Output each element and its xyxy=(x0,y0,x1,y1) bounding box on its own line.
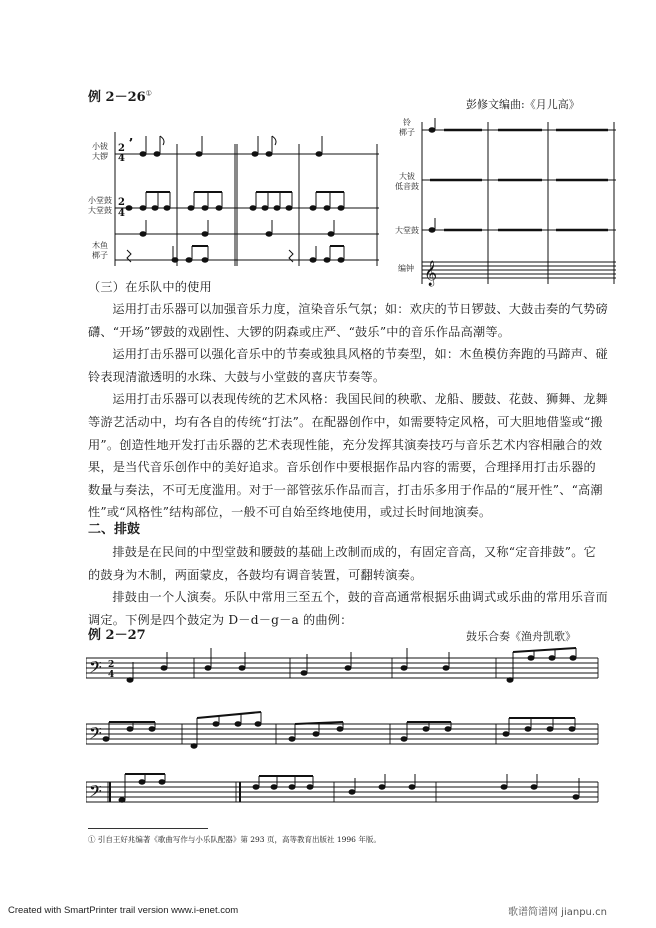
note-head xyxy=(445,727,451,731)
note-head xyxy=(202,232,208,236)
bass-clef: 𝄢 xyxy=(89,723,102,747)
note-head xyxy=(313,732,319,736)
time-signature: 4 xyxy=(108,670,115,680)
note-head xyxy=(338,258,344,262)
note-head xyxy=(253,785,259,789)
note-head xyxy=(301,671,307,675)
note-head xyxy=(337,727,343,731)
note-head xyxy=(507,678,513,682)
part-label xyxy=(86,196,114,216)
example-label xyxy=(88,86,152,105)
note-head xyxy=(140,206,146,210)
time-signature: 2 xyxy=(118,197,125,208)
note-head xyxy=(196,152,202,156)
time-signature: 4 xyxy=(118,153,125,164)
note-flag xyxy=(272,136,276,145)
note-head xyxy=(310,206,316,210)
percussion-score-left xyxy=(113,130,383,270)
drum-score xyxy=(86,642,601,826)
part-label-text: 小堂鼓 大堂鼓 xyxy=(88,196,112,215)
note-head xyxy=(349,790,355,794)
note-beam xyxy=(513,648,576,652)
note-head xyxy=(140,152,146,156)
part-label xyxy=(91,142,109,162)
example-label: 例 2－27 xyxy=(88,628,146,643)
note-head xyxy=(286,206,292,210)
note-head xyxy=(140,232,146,236)
part-label-text: 大钹 低音鼓 xyxy=(395,172,419,191)
note-head xyxy=(103,737,109,741)
staff-system xyxy=(86,782,598,802)
paragraph: 排鼓是在民间的中型堂鼓和腰鼓的基础上改制而成的，有固定音高，又称“定音排鼓”。它的鼓身为木制，两面蒙皮，各鼓均有调音装置，可翻转演奏。 xyxy=(88,545,596,582)
note-head xyxy=(255,722,261,726)
note-head xyxy=(569,727,575,731)
note-head xyxy=(188,206,194,210)
note-head xyxy=(531,785,537,789)
note-head xyxy=(573,795,579,799)
section-title: 二、排鼓 xyxy=(88,522,141,537)
paragraph: 运用打击乐器可以表现传统的艺术风格：我国民间的秧歌、龙船、腰鼓、花鼓、狮舞、龙舞等游艺活动中，均有各自的传统“打法”。在配器创作中，如需要特定风格，可大胆地借鉴或“搬用”。创造性地开发打击乐器的艺术表现性能，充分发挥其演奏技巧与音乐艺术内容相融合的效果，是当代音乐创作中的美好追求。音乐创作中要根据作品内容的需要，合理择用打击乐器的数量与奏法，不可无度滥用。对于一部管弦乐作品而言，打击乐多用于作品的“展开性”、“高潮性”或“风格性”结构部位，一般不可自始至终地使用，或过长时间地演奏。 xyxy=(88,392,608,520)
note-head xyxy=(139,780,145,784)
note-head xyxy=(202,258,208,262)
note-head xyxy=(149,727,155,731)
note-head xyxy=(289,785,295,789)
subsection-title: （三）在乐队中的使用 xyxy=(88,280,212,294)
footnote: ① 引自王好兆编著《歌曲写作与小乐队配器》第 293 页，高等教育出版社 1996 年版。 xyxy=(88,835,381,844)
time-signature: 4 xyxy=(118,208,125,219)
note-head xyxy=(119,798,125,802)
note-head xyxy=(379,785,385,789)
note-head xyxy=(154,152,160,156)
note-head xyxy=(213,722,219,726)
note-head xyxy=(423,727,429,731)
time-signature: 2 xyxy=(108,660,115,670)
paragraph: 排鼓由一个人演奏。乐队中常用三至五个，鼓的音高通常根据乐曲调式或乐曲的常用乐音而调定。下例是四个鼓定为 D－d－g－a 的曲例： xyxy=(88,590,608,627)
printer-watermark: Created with SmartPrinter trail version www.i-enet.com xyxy=(8,905,239,916)
note-head xyxy=(324,258,330,262)
paragraph: 运用打击乐器可以加强音乐力度，渲染音乐气氛；如：欢庆的节日锣鼓、大鼓击奏的气势磅礴、“开场”锣鼓的戏剧性、大锣的阴森或庄严、“鼓乐”中的音乐作品高潮等。 xyxy=(88,302,608,339)
note-head xyxy=(324,206,330,210)
note-head xyxy=(316,152,322,156)
time-signature: 2 xyxy=(118,143,125,154)
note-head xyxy=(159,780,165,784)
note-head xyxy=(186,258,192,262)
note-head xyxy=(191,744,197,748)
note-head xyxy=(525,727,531,731)
note-head xyxy=(338,206,344,210)
note-head xyxy=(549,656,555,660)
note-head xyxy=(503,732,509,736)
bass-clef: 𝄢 xyxy=(89,781,102,805)
footnote-rule xyxy=(88,828,208,829)
note-beam xyxy=(197,712,261,718)
example-credit: 彭修文编曲:《月儿高》 xyxy=(466,98,580,111)
note-head xyxy=(266,152,272,156)
part-label-text: 大堂鼓 xyxy=(395,226,419,235)
part-label xyxy=(394,226,420,236)
part-label-text: 木鱼 梆子 xyxy=(92,241,108,260)
note-head xyxy=(501,785,507,789)
part-label-text: 铃 梆子 xyxy=(399,118,415,137)
note-head xyxy=(235,722,241,726)
percussion-score-right xyxy=(420,118,620,288)
note-flag xyxy=(160,136,164,145)
note-head xyxy=(409,785,415,789)
bass-clef: 𝄢 xyxy=(89,657,102,681)
note-head xyxy=(202,206,208,210)
note-head xyxy=(127,678,133,682)
part-label-text: 编钟 xyxy=(398,264,414,273)
note-head xyxy=(252,152,258,156)
note-head xyxy=(547,727,553,731)
note-head xyxy=(401,737,407,741)
note-head xyxy=(126,206,132,210)
note-head xyxy=(274,206,280,210)
note-head xyxy=(429,128,435,132)
note-head xyxy=(164,206,170,210)
note-head xyxy=(401,666,407,670)
body-paragraphs xyxy=(88,298,608,524)
note-head xyxy=(152,206,158,210)
example-label-text: 例 2－26 xyxy=(88,90,146,105)
part-label-text: 小钹 大锣 xyxy=(92,142,108,161)
note-head xyxy=(262,206,268,210)
site-watermark: 歌谱简谱网 jianpu.cn xyxy=(508,907,607,918)
note-head xyxy=(310,258,316,262)
note-head xyxy=(429,228,435,232)
note-head xyxy=(528,656,534,660)
note-head xyxy=(289,737,295,741)
part-label xyxy=(398,118,416,138)
note-head xyxy=(307,785,313,789)
part-label xyxy=(396,264,416,274)
note-head xyxy=(443,666,449,670)
accent-mark: ʼ xyxy=(129,138,133,149)
note-head xyxy=(127,727,133,731)
example-credit: 鼓乐合奏《渔舟凯歌》 xyxy=(466,630,576,643)
part-label xyxy=(91,241,109,261)
note-head xyxy=(570,656,576,660)
note-head xyxy=(239,666,245,670)
note-head xyxy=(271,785,277,789)
treble-clef: 𝄞 xyxy=(424,261,438,286)
note-head xyxy=(216,206,222,210)
note-head xyxy=(345,666,351,670)
footnote-mark: ① xyxy=(145,89,152,98)
treble-staff xyxy=(422,262,616,278)
part-label xyxy=(394,172,420,192)
note-head xyxy=(205,666,211,670)
note-head xyxy=(328,232,334,236)
note-head xyxy=(250,206,256,210)
paragraph: 运用打击乐器可以强化音乐中的节奏或独具风格的节奏型，如：木鱼模仿奔跑的马蹄声、碰铃表现清澈透明的水珠、大鼓与小堂鼓的喜庆节奏等。 xyxy=(88,347,608,384)
note-head xyxy=(266,232,272,236)
section-paragraphs xyxy=(88,541,608,631)
note-head xyxy=(161,666,167,670)
